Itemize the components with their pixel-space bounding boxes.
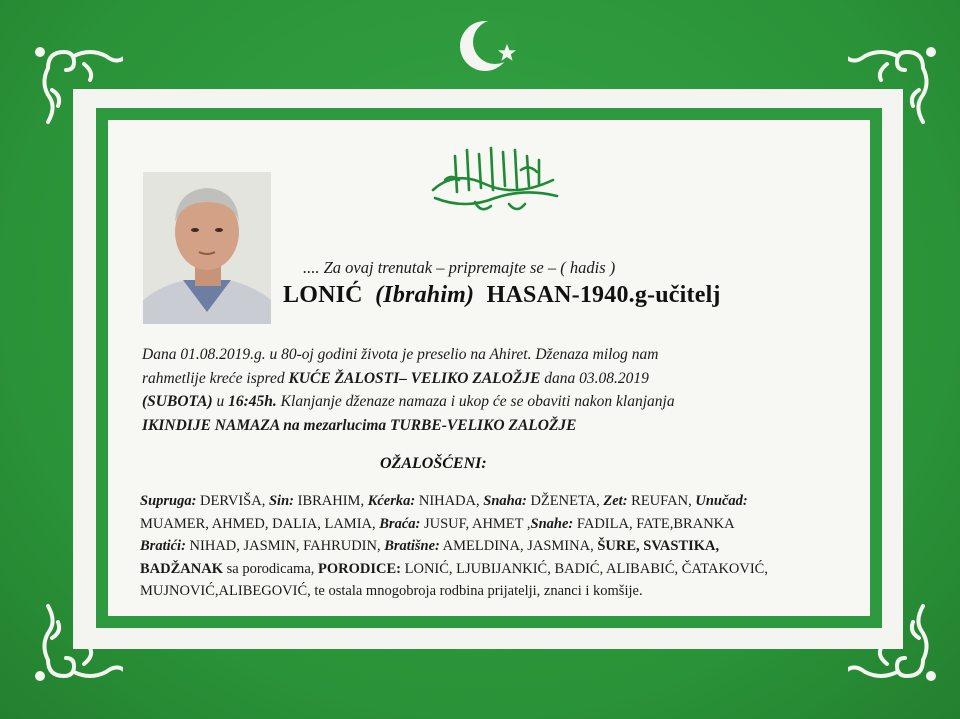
location-text: KUĆE ŽALOSTI– VELIKO ZALOŽJE — [288, 369, 541, 387]
name-and-year: HASAN-1940.g-učitelj — [486, 282, 721, 308]
announcement-line: Dana 01.08.2019.g. u 80-oj godini života je preselio na Ahiret. Dženaza milog nam — [142, 346, 659, 363]
relation-label: PORODICE: — [318, 560, 401, 577]
relation-names: sa porodicama, — [222, 560, 319, 577]
relation-label: Snahe: — [530, 515, 574, 532]
hadith-quote: .... Za ovaj trenutak – pripremajte se – ( hadis ) — [303, 258, 616, 277]
text-span: u — [212, 393, 229, 410]
mourners-line: MUJNOVIĆ,ALIBEGOVIĆ, te ostala mnogobroja rodbina prijatelji, znanci i komšije. — [140, 583, 643, 599]
surname: LONIĆ — [283, 282, 363, 308]
relation-label: Kćerka: — [367, 493, 416, 509]
relation-label: Braća: — [379, 515, 421, 532]
deceased-name — [283, 282, 721, 309]
burial-location: IKINDIJE NAMAZA na mezarlucima TURBE-VELIKO ZALOŽJE — [142, 416, 577, 434]
text-span: Klanjanje dženaze namaza i ukop će se obaviti nakon klanjanja — [276, 393, 675, 410]
relation-names: LONIĆ, LJUBIJANKIĆ, BADIĆ, ALIBABIĆ, ČATAKOVIĆ, — [401, 560, 768, 577]
relation-names: IBRAHIM, — [293, 493, 368, 509]
crescent-star-icon — [455, 12, 525, 82]
day-text: (SUBOTA) — [142, 393, 213, 410]
relation-names: MUAMER, AHMED, DALIA, LAMIA, — [140, 515, 380, 532]
announcement-line — [142, 367, 812, 391]
relation-names: FADILA, FATE,BRANKA — [573, 515, 735, 532]
text-span: rahmetlije kreće ispred — [142, 369, 289, 387]
relation-names: DŽENETA, — [526, 493, 604, 509]
relation-label: Bratišne: — [384, 538, 440, 554]
relation-label: Snaha: — [483, 493, 527, 509]
relation-label: Zet: — [603, 493, 628, 509]
relation-label: ŠURE, SVASTIKA, — [597, 538, 720, 554]
relation-names: NIHADA, — [415, 493, 484, 509]
mourners-line — [140, 535, 840, 558]
father-name: (Ibrahim) — [375, 282, 475, 308]
relation-label: Bratići: — [140, 538, 186, 554]
relation-names: NIHAD, JASMIN, FAHRUDIN, — [185, 538, 385, 554]
relation-names: JUSUF, AHMET , — [420, 515, 531, 532]
relation-names: REUFAN, — [627, 493, 696, 509]
mourners-line — [140, 490, 840, 513]
relation-names: AMELDINA, JASMINA, — [439, 538, 598, 554]
relation-label: Sin: — [268, 493, 294, 509]
mourners-line — [140, 558, 840, 581]
text-span: dana 03.08.2019 — [540, 369, 649, 387]
relation-label: Supruga: — [140, 493, 197, 509]
relation-label: BADŽANAK — [140, 560, 223, 577]
deceased-portrait — [143, 172, 271, 324]
mourners-line — [140, 513, 840, 536]
relation-names: DERVIŠA, — [196, 493, 269, 509]
announcement-text — [142, 343, 812, 437]
time-text: 16:45h. — [228, 393, 277, 410]
mourners-list — [140, 490, 840, 603]
relation-label: Unučad: — [695, 493, 748, 509]
mourners-heading: OŽALOŠĆENI: — [380, 455, 487, 472]
arabic-calligraphy-icon — [425, 140, 565, 220]
announcement-line — [142, 390, 812, 414]
